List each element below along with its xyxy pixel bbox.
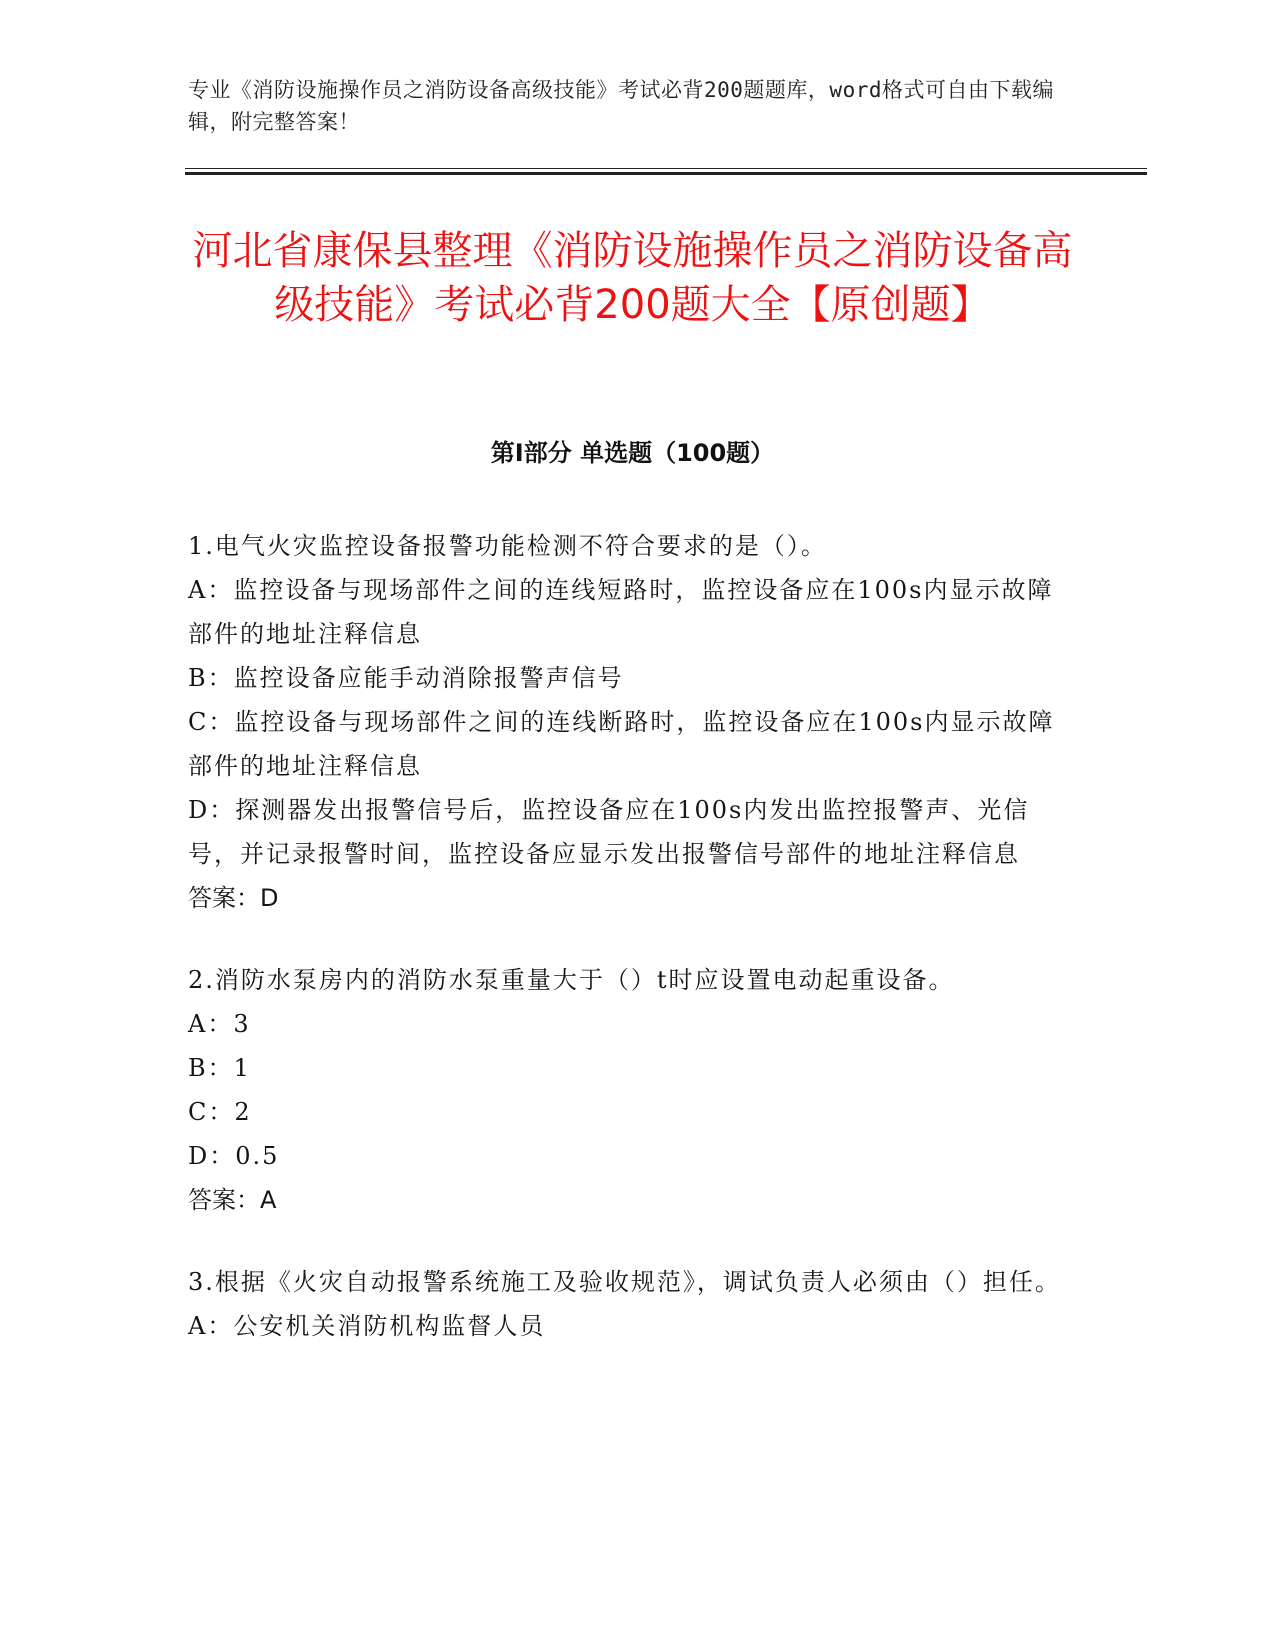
option-c: C：2 (188, 1098, 252, 1126)
option-d: D：探测器发出报警信号后，监控设备应在100s内发出监控报警声、光信号，并记录报警时间，监控设备应显示发出报警信号部件的地址注释信息 (188, 796, 1030, 868)
question-stem: 1.电气火灾监控设备报警功能检测不符合要求的是（）。 (188, 532, 827, 560)
header-rule-thick (185, 172, 1147, 175)
intro-text: 专业《消防设施操作员之消防设备高级技能》考试必背200题题库，word格式可自由下载编辑，附完整答案！ (188, 78, 1054, 134)
document-title: 河北省康保县整理《消防设施操作员之消防设备高级技能》考试必背200题大全【原创题】 (192, 228, 1073, 328)
option-d: D：0.5 (188, 1142, 280, 1170)
option-b: B：监控设备应能手动消除报警声信号 (188, 664, 624, 692)
option-a: A：公安机关消防机构监督人员 (188, 1312, 546, 1340)
question-stem: 3.根据《火灾自动报警系统施工及验收规范》，调试负责人必须由（）担任。 (188, 1268, 1061, 1296)
option-b: B：1 (188, 1054, 251, 1082)
question-list (188, 524, 1068, 1386)
question-3 (188, 1260, 1068, 1348)
question-2 (188, 958, 1068, 1222)
header-rule-thin (185, 168, 1147, 169)
option-c: C：监控设备与现场部件之间的连线断路时，监控设备应在100s内显示故障部件的地址注释信息 (188, 708, 1055, 780)
question-1 (188, 524, 1068, 920)
answer: 答案：A (188, 1186, 277, 1214)
answer: 答案：D (188, 884, 279, 912)
question-stem: 2.消防水泵房内的消防水泵重量大于（）t时应设置电动起重设备。 (188, 966, 955, 994)
option-a: A：监控设备与现场部件之间的连线短路时，监控设备应在100s内显示故障部件的地址注释信息 (188, 576, 1054, 648)
section-heading: 第I部分 单选题（100题） (490, 439, 775, 467)
option-a: A：3 (188, 1010, 251, 1038)
